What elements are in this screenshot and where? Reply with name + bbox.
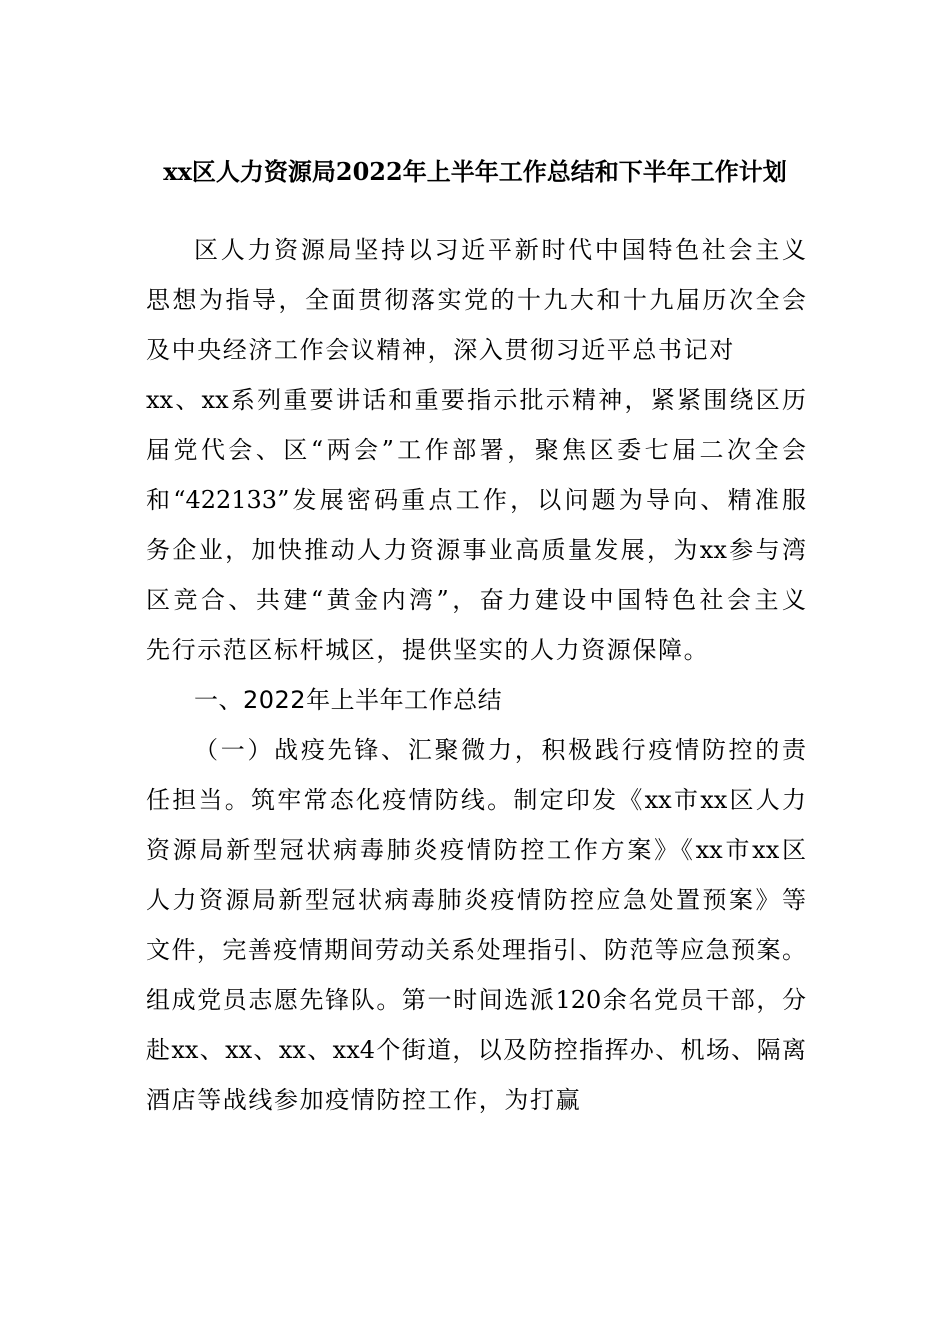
section-paragraph-line: 酒店等战线参加疫情防控工作，为打赢 <box>146 1086 582 1114</box>
section-heading: 一、2022年上半年工作总结 <box>194 686 503 714</box>
document-title: xx区人力资源局2022年上半年工作总结和下半年工作计划 <box>163 157 787 186</box>
intro-paragraph-line: 区人力资源局坚持以习近平新时代中国特色社会主义 <box>194 236 806 264</box>
intro-paragraph-line: xx、xx系列重要讲话和重要指示批示精神，紧紧围绕区历 <box>146 386 806 414</box>
section-paragraph-line: （一）战疫先锋、汇聚微力，积极践行疫情防控的责 <box>194 736 806 764</box>
intro-paragraph-line: 和“422133”发展密码重点工作，以问题为导向、精准服 <box>146 486 806 514</box>
section-paragraph-line: 组成党员志愿先锋队。第一时间选派120余名党员干部，分 <box>146 986 806 1014</box>
section-paragraph-line: 任担当。筑牢常态化疫情防线。制定印发《xx市xx区人力 <box>146 786 806 814</box>
section-paragraph-line: 文件，完善疫情期间劳动关系处理指引、防范等应急预案。 <box>146 936 806 964</box>
intro-paragraph-line: 区竞合、共建“黄金内湾”，奋力建设中国特色社会主义 <box>146 586 806 614</box>
intro-paragraph-line: 先行示范区标杆城区，提供坚实的人力资源保障。 <box>146 636 710 664</box>
section-paragraph-line: 资源局新型冠状病毒肺炎疫情防控工作方案》《xx市xx区 <box>146 836 806 864</box>
intro-paragraph-line: 届党代会、区“两会”工作部署，聚焦区委七届二次全会 <box>146 436 806 464</box>
section-paragraph-line: 人力资源局新型冠状病毒肺炎疫情防控应急处置预案》等 <box>146 886 806 914</box>
intro-paragraph-line: 及中央经济工作会议精神，深入贯彻习近平总书记对 <box>146 336 735 364</box>
section-paragraph-line: 赴xx、xx、xx、xx4个街道，以及防控指挥办、机场、隔离 <box>146 1036 806 1064</box>
intro-paragraph-line: 务企业，加快推动人力资源事业高质量发展，为xx参与湾 <box>146 536 806 564</box>
intro-paragraph-line: 思想为指导，全面贯彻落实党的十九大和十九届历次全会 <box>146 286 806 314</box>
